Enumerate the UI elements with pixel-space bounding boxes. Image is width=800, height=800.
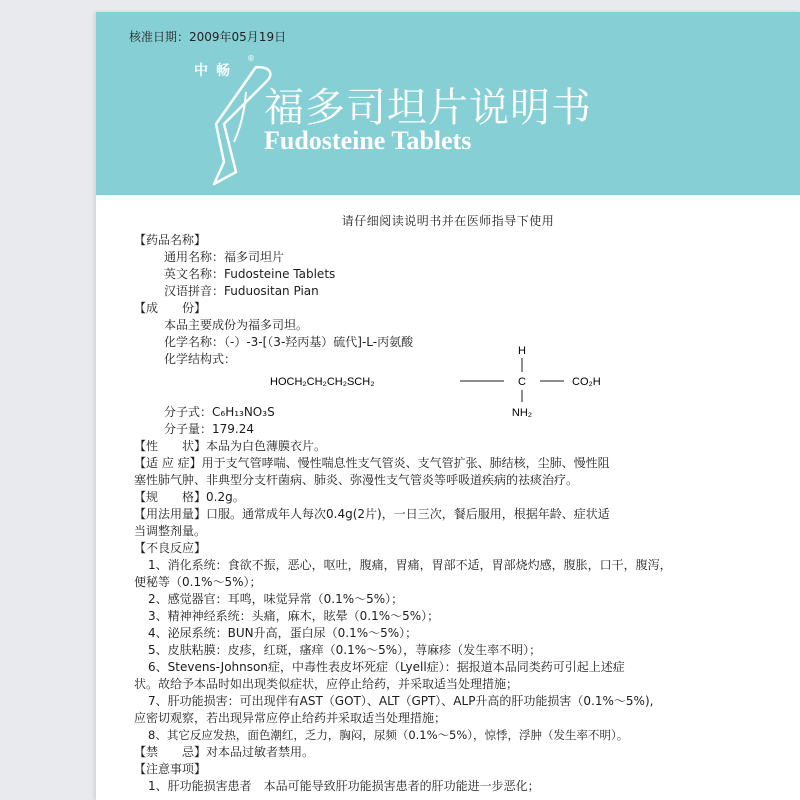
adverse-line: 2、感觉器官：耳鸣，味觉异常（0.1%～5%）； (148, 592, 404, 606)
spec-heading: 【规 格】 (134, 490, 207, 504)
section-contraindications (134, 744, 314, 761)
molecular-formula: 分子式：C₆H₁₃NO₃S (164, 405, 275, 419)
approval-date: 核准日期：2009年05月19日 (129, 30, 287, 44)
properties-text: 本品为白色薄膜衣片。 (206, 439, 327, 453)
section-properties (134, 438, 326, 455)
title-english: Fudosteine Tablets (264, 126, 472, 155)
adverse-line: 3、精神神经系统：头痛，麻木，眩晕（0.1%～5%）； (148, 609, 440, 623)
structure-nh2: NH₂ (511, 407, 533, 419)
dosage-heading: 【用法用量】 (134, 507, 207, 521)
leaflet-page (96, 12, 800, 800)
dosage-line-2: 当调整剂量。 (134, 524, 207, 538)
adverse-line: 4、泌尿系统：BUN升高，蛋白尿（0.1%～5%）； (148, 626, 418, 640)
title-chinese: 福多司坦片说明书 (264, 85, 592, 131)
adverse-line: 7、肝功能损害：可出现伴有AST（GOT）、ALT（GPT）、ALP升高的肝功能损害（0.1%～5%), (148, 694, 654, 708)
chemical-structure (264, 332, 684, 419)
structure-label: 化学结构式： (164, 352, 237, 366)
adverse-line: 应密切观察，若出现异常应停止给药并采取适当处理措施； (134, 711, 447, 725)
section-drug-name-heading: 【药品名称】 (134, 233, 207, 247)
logo-outline-icon (214, 67, 270, 184)
indications-line-2: 塞性肺气肿、非典型分支杆菌病、肺炎、弥漫性支气管炎等呼吸道疾病的祛痰治疗。 (134, 473, 579, 487)
adverse-line: 便秘等（0.1%～5%）； (134, 575, 262, 589)
contraindications-text: 对本品过敏者禁用。 (206, 745, 315, 759)
indications-line-1: 用于支气管哮喘、慢性喘息性支气管炎、支气管扩张、肺结核，尘肺、慢性阻 (201, 456, 610, 470)
adverse-line: 1、消化系统：食欲不振，恶心，呕吐，腹痛，胃痛，胃部不适，胃部烧灼感，腹胀，口干，腹泻， (148, 558, 672, 572)
molecular-weight: 分子量：179.24 (164, 422, 254, 436)
structure-chain: HOCH₂CH₂CH₂SCH₂ (270, 376, 375, 388)
adverse-line: 8、其它反应发热，面色潮红，乏力，胸闷，尿频（0.1%～5%），惊悸，浮肿（发生率不明）。 (148, 728, 629, 742)
dosage-line-1: 口服。通常成年人每次0.4g(2片)，一日三次，餐后服用，根据年龄、症状适 (206, 507, 610, 521)
contraindications-heading: 【禁 忌】 (134, 745, 207, 759)
section-dosage (134, 506, 610, 523)
instruction-note: 请仔细阅读说明书并在医师指导下使用 (341, 214, 555, 228)
section-composition-heading: 【成 份】 (134, 301, 207, 315)
spec-text: 0.2g。 (206, 490, 245, 504)
adverse-line: 状。故给予本品时如出现类似症状，应停止给药，并采取适当处理措施； (134, 677, 519, 691)
structure-h: H (518, 345, 526, 357)
section-adverse-heading: 【不良反应】 (134, 541, 207, 555)
section-indications (134, 455, 610, 472)
adverse-line: 6、Stevens-Johnson症，中毒性表皮坏死症（Lyell症）：据报道本品同类药可引起上述症 (148, 660, 625, 674)
logo-stroke-icon (234, 92, 246, 142)
pinyin-name: 汉语拼音：Fuduositan Pian (164, 284, 319, 298)
properties-heading: 【性 状】 (134, 439, 207, 453)
section-spec (134, 489, 245, 506)
generic-name: 通用名称：福多司坦片 (164, 250, 285, 264)
brand-name: 中畅 (194, 63, 238, 79)
indications-heading: 【适 应 症】 (134, 456, 202, 470)
header-banner (96, 12, 800, 195)
chemical-name: 化学名称：（-）-3-[（3-羟丙基）硫代]-L-丙氨酸 (164, 335, 414, 349)
section-precautions-heading: 【注意事项】 (134, 762, 207, 776)
precautions-line-1: 1、肝功能损害患者 本品可能导致肝功能损害患者的肝功能进一步恶化； (148, 779, 540, 793)
structure-cooh: CO₂H (572, 376, 601, 388)
registered-mark: ® (247, 54, 255, 63)
english-name: 英文名称：Fudosteine Tablets (164, 267, 336, 281)
main-ingredient: 本品主要成份为福多司坦。 (164, 318, 309, 332)
adverse-line: 5、皮肤粘膜：皮疹，红斑，瘙痒（0.1%～5%），荨麻疹（发生率不明）； (148, 643, 542, 657)
structure-c: C (518, 376, 526, 388)
